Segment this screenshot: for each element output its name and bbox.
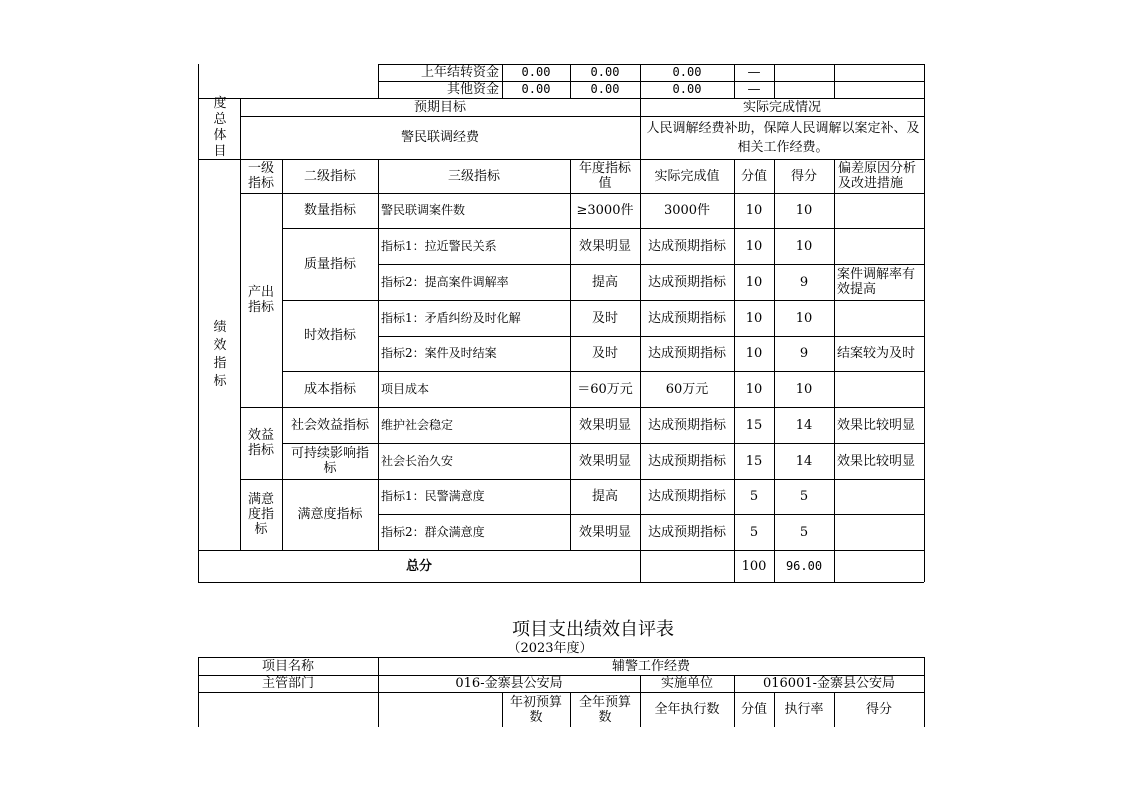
col-header-deviation: 偏差原因分析及改进措施: [838, 161, 917, 191]
row-level3: 项目成本: [381, 381, 430, 396]
row-target: 提高: [591, 274, 618, 290]
total-score: 96.00: [785, 558, 823, 573]
row-score-value: 15: [745, 417, 763, 433]
row-target: 及时: [591, 310, 618, 326]
fund-value: 0.00: [590, 82, 620, 96]
row-actual: 60万元: [665, 381, 709, 397]
fund-dash: —: [747, 82, 761, 97]
expected-goal: 警民联调经费: [400, 130, 479, 145]
row-score-value: 5: [749, 524, 759, 540]
row-score: 10: [795, 203, 813, 218]
row-deviation: [834, 193, 924, 228]
row-actual: 达成预期指标: [647, 489, 726, 504]
row-score-value: 10: [745, 274, 763, 290]
subgroup-social: 社会效益指标: [290, 417, 369, 433]
perf-indicator-label: 绩效指标: [213, 319, 227, 389]
row-score: 5: [799, 489, 809, 504]
row-target: 效果明显: [578, 524, 631, 540]
form-title: 项目支出绩效自评表: [512, 618, 674, 640]
header-exec: 全年执行数: [654, 702, 720, 717]
expected-goal-header: 预期目标: [413, 99, 466, 115]
row-level3: 维护社会稳定: [381, 417, 454, 432]
project-name: 辅警工作经费: [611, 658, 690, 674]
row-score-value: 10: [745, 381, 763, 397]
subgroup-quality: 质量指标: [303, 256, 356, 272]
row-score-value: 15: [745, 453, 763, 469]
row-score: 14: [795, 417, 813, 433]
col-header-level3: 三级指标: [447, 168, 500, 184]
row-score: 14: [795, 453, 813, 469]
row-actual: 3000件: [663, 203, 711, 218]
unit-label: 实施单位: [660, 676, 713, 691]
fund-label-other: 其他资金: [446, 82, 499, 97]
header-score-value: 分值: [740, 702, 767, 717]
col-header-score-value: 分值: [740, 168, 767, 184]
header-exec-rate: 执行率: [784, 702, 824, 717]
fund-value: 0.00: [672, 82, 702, 96]
col-header-level2: 二级指标: [303, 168, 356, 184]
subgroup-cost: 成本指标: [303, 381, 356, 397]
row-level3: 警民联调案件数: [381, 203, 466, 217]
row-deviation: [834, 479, 924, 514]
row-level3: 指标2：提高案件调解率: [381, 274, 509, 289]
row-level3: 指标1：民警满意度: [381, 489, 485, 503]
total-score-value: 100: [741, 558, 767, 574]
header-score: 得分: [865, 702, 892, 717]
row-actual: 达成预期指标: [647, 310, 726, 326]
row-level3: 指标1：矛盾纠纷及时化解: [381, 310, 521, 325]
row-target: 效果明显: [578, 238, 631, 254]
row-score-value: 5: [749, 489, 759, 504]
row-deviation: 效果比较明显: [837, 417, 916, 433]
row-score-value: 10: [745, 346, 763, 361]
dept-label: 主管部门: [261, 676, 314, 691]
overall-goal-label: 度总体目: [213, 96, 227, 159]
row-actual: 达成预期指标: [647, 238, 726, 254]
row-deviation: 结案较为及时: [837, 346, 916, 361]
row-actual: 达成预期指标: [647, 346, 726, 361]
row-deviation: [834, 371, 924, 407]
fund-dash: —: [747, 65, 761, 80]
row-score-value: 10: [745, 310, 763, 326]
row-score: 5: [799, 524, 809, 540]
row-deviation: 案件调解率有效提高: [837, 267, 916, 297]
subgroup-quantity: 数量指标: [303, 203, 356, 218]
subgroup-sustainable: 可持续影响指标: [290, 446, 369, 476]
unit-value: 016001-金寨县公安局: [762, 676, 896, 691]
row-level3: 指标1：拉近警民关系: [381, 238, 497, 253]
row-deviation: 效果比较明显: [837, 453, 916, 469]
actual-header: 实际完成情况: [742, 99, 821, 115]
row-deviation: [834, 228, 924, 264]
fund-value: 0.00: [590, 65, 620, 79]
col-header-score: 得分: [790, 168, 817, 184]
row-score: 10: [795, 310, 813, 326]
row-score: 9: [799, 346, 809, 361]
row-score-value: 10: [745, 238, 763, 254]
row-level3: 社会长治久安: [381, 453, 454, 468]
subgroup-timeliness: 时效指标: [303, 328, 356, 343]
row-target: 提高: [591, 489, 618, 504]
dept-value: 016-金寨县公安局: [455, 676, 563, 691]
col-header-actual: 实际完成值: [654, 168, 720, 184]
row-target: ＝60万元: [577, 381, 633, 397]
row-actual: 达成预期指标: [647, 274, 726, 290]
row-actual: 达成预期指标: [647, 524, 726, 540]
header-full-budget: 全年预算数: [578, 694, 631, 725]
row-target: 效果明显: [578, 453, 631, 469]
subgroup-satisfaction: 满意度指标: [297, 507, 363, 522]
col-header-level1: 一级指标: [247, 161, 274, 191]
header-initial-budget: 年初预算数: [509, 694, 562, 725]
row-score: 9: [799, 274, 809, 290]
row-target: 效果明显: [578, 417, 631, 433]
row-actual: 达成预期指标: [647, 453, 726, 469]
row-deviation: [834, 300, 924, 336]
row-score: 10: [795, 381, 813, 397]
form-year: （2023年度）: [507, 640, 593, 656]
total-label: 总分: [405, 558, 432, 574]
fund-value: 0.00: [672, 65, 702, 79]
project-name-label: 项目名称: [261, 658, 314, 674]
fund-value: 0.00: [521, 82, 551, 96]
row-target: 及时: [591, 346, 618, 361]
group-satisfaction: 满意度指标: [247, 492, 274, 537]
row-deviation: [834, 514, 924, 550]
row-score: 10: [795, 238, 813, 254]
col-header-target: 年度指标值: [578, 161, 631, 191]
fund-label-carryover: 上年结转资金: [420, 65, 499, 80]
row-level3: 指标2：案件及时结案: [381, 346, 497, 360]
group-benefit: 效益指标: [247, 428, 274, 458]
row-level3: 指标2：群众满意度: [381, 524, 485, 539]
actual-goal: 人民调解经费补助，保障人民调解以案定补、及相关工作经费。: [646, 121, 920, 155]
row-actual: 达成预期指标: [647, 417, 726, 433]
fund-value: 0.00: [521, 65, 551, 79]
group-output: 产出指标: [247, 285, 274, 315]
row-target: ≥3000件: [576, 203, 634, 218]
row-score-value: 10: [745, 203, 763, 218]
